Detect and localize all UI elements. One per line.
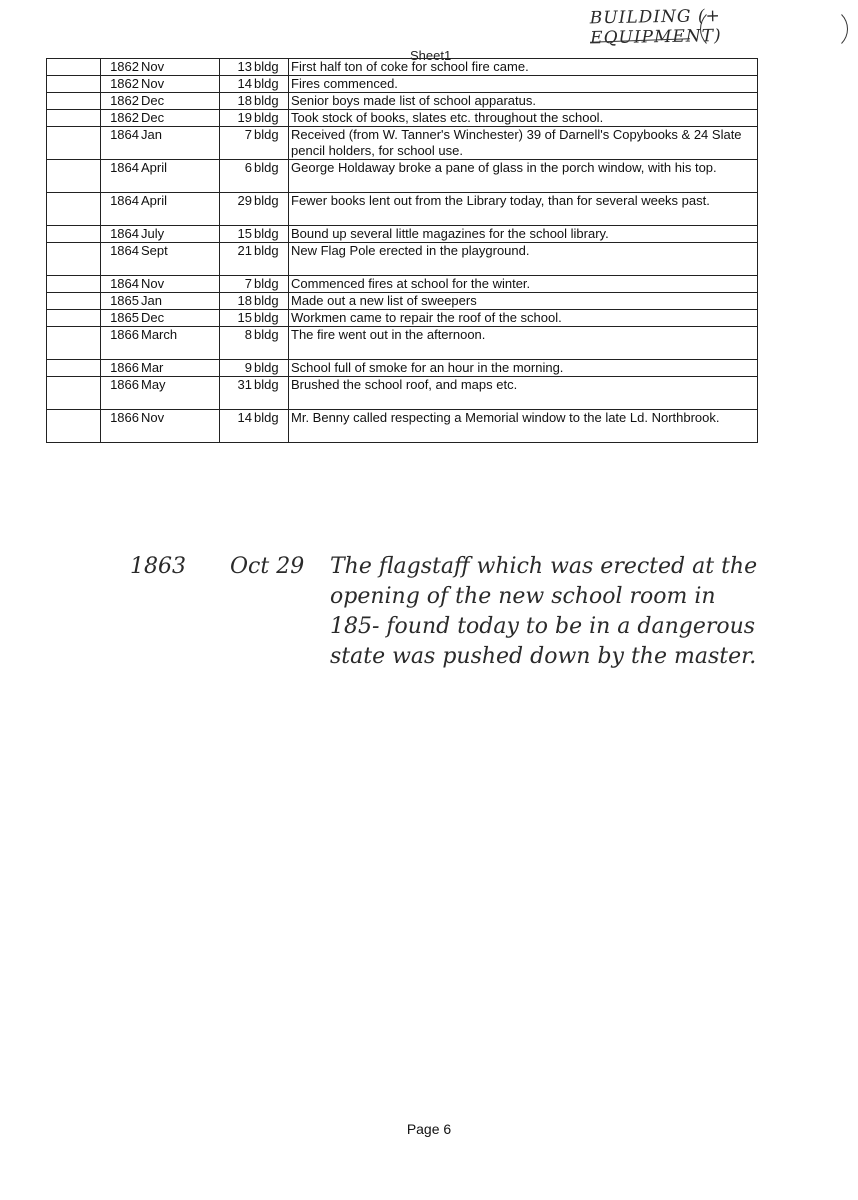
category-cell: bldg (252, 160, 289, 193)
table-row (47, 293, 758, 310)
row-index-cell (47, 360, 101, 377)
category-cell: bldg (252, 377, 289, 410)
category-cell: bldg (252, 193, 289, 226)
table-row (47, 243, 758, 276)
day-cell: 15 (220, 226, 253, 243)
category-cell: bldg (252, 327, 289, 360)
table-row (47, 110, 758, 127)
year-cell: 1862 (101, 93, 140, 110)
month-cell: May (139, 377, 220, 410)
year-cell: 1866 (101, 327, 140, 360)
sheet-title: Sheet1 (410, 48, 452, 63)
table-row (47, 310, 758, 327)
description-cell: Mr. Benny called respecting a Memorial window to the late Ld. Northbrook. (289, 410, 758, 443)
day-cell: 18 (220, 293, 253, 310)
description-cell: Commenced fires at school for the winter. (289, 276, 758, 293)
month-cell: Jan (139, 293, 220, 310)
day-cell: 6 (220, 160, 253, 193)
table-row (47, 59, 758, 76)
row-index-cell (47, 293, 101, 310)
year-cell: 1862 (101, 59, 140, 76)
category-cell: bldg (252, 226, 289, 243)
table-row (47, 276, 758, 293)
description-cell: Took stock of books, slates etc. throughout the school. (289, 110, 758, 127)
table-row (47, 360, 758, 377)
year-cell: 1865 (101, 293, 140, 310)
page-number: Page 6 (406, 1121, 452, 1137)
month-cell: April (139, 193, 220, 226)
category-cell: bldg (252, 127, 289, 160)
handwritten-heading: BUILDING (+ EQUIPMENT) (589, 6, 722, 49)
row-index-cell (47, 59, 101, 76)
row-index-cell (47, 193, 101, 226)
row-index-cell (47, 160, 101, 193)
year-cell: 1865 (101, 310, 140, 327)
table-row (47, 193, 758, 226)
month-cell: Nov (139, 59, 220, 76)
year-cell: 1866 (101, 360, 140, 377)
category-cell: bldg (252, 76, 289, 93)
description-cell: New Flag Pole erected in the playground. (289, 243, 758, 276)
description-cell: Fires commenced. (289, 76, 758, 93)
day-cell: 7 (220, 276, 253, 293)
month-cell: July (139, 226, 220, 243)
year-cell: 1862 (101, 110, 140, 127)
row-index-cell (47, 110, 101, 127)
row-index-cell (47, 310, 101, 327)
category-cell: bldg (252, 276, 289, 293)
description-cell: Bound up several little magazines for the school library. (289, 226, 758, 243)
table-row (47, 410, 758, 443)
day-cell: 18 (220, 93, 253, 110)
year-cell: 1864 (101, 276, 140, 293)
description-cell: Workmen came to repair the roof of the school. (289, 310, 758, 327)
month-cell: April (139, 160, 220, 193)
year-cell: 1864 (101, 243, 140, 276)
month-cell: Dec (139, 110, 220, 127)
table-row (47, 127, 758, 160)
category-cell: bldg (252, 360, 289, 377)
row-index-cell (47, 410, 101, 443)
year-cell: 1866 (101, 410, 140, 443)
description-cell: Made out a new list of sweepers (289, 293, 758, 310)
month-cell: March (139, 327, 220, 360)
category-cell: bldg (252, 310, 289, 327)
row-index-cell (47, 226, 101, 243)
day-cell: 21 (220, 243, 253, 276)
row-index-cell (47, 327, 101, 360)
handwritten-entry-day: Oct 29 (230, 554, 305, 579)
year-cell: 1864 (101, 193, 140, 226)
category-cell: bldg (252, 59, 289, 76)
table-row (47, 160, 758, 193)
month-cell: Sept (139, 243, 220, 276)
heading-parenthesis-decoration (700, 8, 848, 50)
description-cell: Fewer books lent out from the Library today, than for several weeks past. (289, 193, 758, 226)
description-cell: The fire went out in the afternoon. (289, 327, 758, 360)
month-cell: Jan (139, 127, 220, 160)
day-cell: 15 (220, 310, 253, 327)
year-cell: 1864 (101, 160, 140, 193)
day-cell: 14 (220, 76, 253, 93)
table-row (47, 377, 758, 410)
description-cell: School full of smoke for an hour in the morning. (289, 360, 758, 377)
year-cell: 1864 (101, 226, 140, 243)
month-cell: Nov (139, 276, 220, 293)
day-cell: 19 (220, 110, 253, 127)
day-cell: 14 (220, 410, 253, 443)
handwritten-entry-text: The flagstaff which was erected at the opening of the new school room in 185- found today to be in a dangerous state was pushed down by the master. (330, 554, 758, 669)
day-cell: 29 (220, 193, 253, 226)
row-index-cell (47, 377, 101, 410)
description-cell: Received (from W. Tanner's Winchester) 39 of Darnell's Copybooks & 24 Slate pencil holders, for school use. (289, 127, 758, 160)
row-index-cell (47, 243, 101, 276)
category-cell: bldg (252, 93, 289, 110)
description-cell: Brushed the school roof, and maps etc. (289, 377, 758, 410)
school-log-table (46, 58, 758, 443)
day-cell: 9 (220, 360, 253, 377)
row-index-cell (47, 127, 101, 160)
row-index-cell (47, 76, 101, 93)
day-cell: 13 (220, 59, 253, 76)
month-cell: Nov (139, 410, 220, 443)
category-cell: bldg (252, 410, 289, 443)
month-cell: Dec (139, 93, 220, 110)
day-cell: 7 (220, 127, 253, 160)
row-index-cell (47, 276, 101, 293)
year-cell: 1864 (101, 127, 140, 160)
month-cell: Mar (139, 360, 220, 377)
table-row (47, 226, 758, 243)
category-cell: bldg (252, 110, 289, 127)
table-row (47, 76, 758, 93)
description-cell: Senior boys made list of school apparatus. (289, 93, 758, 110)
table-row (47, 93, 758, 110)
handwritten-entry-year: 1863 (130, 554, 186, 579)
month-cell: Nov (139, 76, 220, 93)
category-cell: bldg (252, 293, 289, 310)
day-cell: 8 (220, 327, 253, 360)
month-cell: Dec (139, 310, 220, 327)
row-index-cell (47, 93, 101, 110)
year-cell: 1862 (101, 76, 140, 93)
year-cell: 1866 (101, 377, 140, 410)
description-cell: George Holdaway broke a pane of glass in the porch window, with his top. (289, 160, 758, 193)
category-cell: bldg (252, 243, 289, 276)
table-row (47, 327, 758, 360)
day-cell: 31 (220, 377, 253, 410)
description-cell: First half ton of coke for school fire came. (289, 59, 758, 76)
